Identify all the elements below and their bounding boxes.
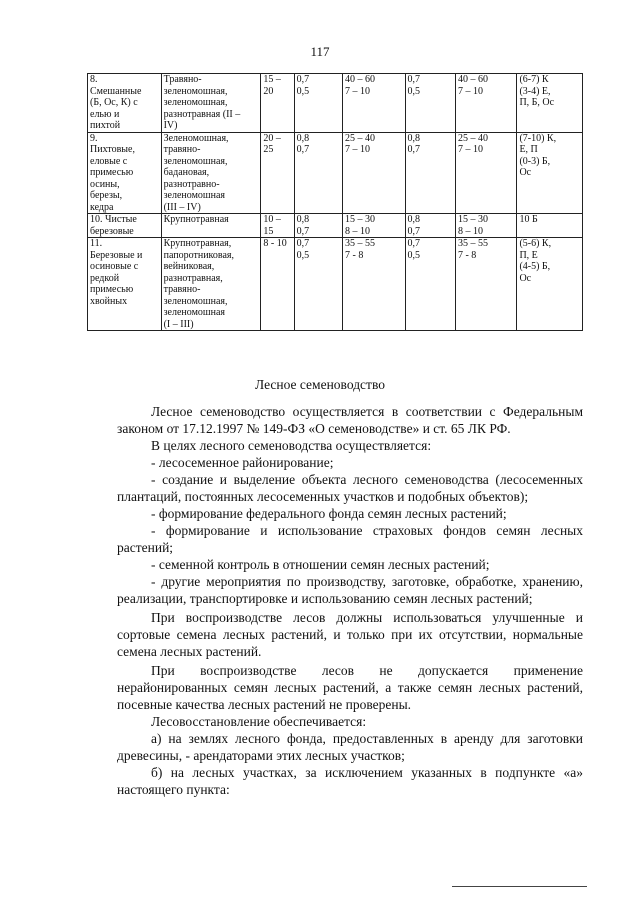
- cell-line: Травяно-: [163, 74, 202, 85]
- cell-line: Березовые и: [90, 249, 143, 261]
- cell-line: разнотравно-: [163, 178, 220, 190]
- cell-line: разнотравная,: [163, 272, 223, 284]
- table-cell-a: [261, 74, 294, 133]
- cell-line: 35 – 55: [457, 238, 488, 249]
- table-cell-a: [261, 214, 294, 238]
- cell-line: примесью: [90, 167, 134, 178]
- cell-line: Зеленомошная,: [163, 132, 229, 144]
- cell-line: Е, П: [519, 144, 538, 155]
- cell-line: 25 – 40: [345, 132, 376, 144]
- forest-types-table: [87, 73, 583, 331]
- table-cell-d: [405, 74, 455, 133]
- table-cell-f: [517, 214, 583, 238]
- cell-line: (6-7) К: [519, 74, 549, 85]
- cell-line: осиновые с: [90, 261, 139, 272]
- cell-line: Крупнотравная: [163, 214, 229, 225]
- cell-line: 25: [263, 144, 274, 155]
- cell-line: 20 –: [263, 132, 281, 144]
- table-cell-c: [343, 214, 406, 238]
- paragraph: В целях лесного семеноводства осуществляется:: [151, 438, 432, 453]
- cell-line: зеленомошная,: [163, 97, 228, 108]
- cell-line: (4-5) Б,: [519, 261, 551, 272]
- cell-line: зеленомошная: [163, 190, 225, 201]
- table-cell-e: [455, 214, 516, 238]
- table-row: [88, 132, 583, 214]
- cell-line: (3-4) Е,: [519, 85, 551, 97]
- paragraph: - формирование и использование страховых фондов семян лесных растений;: [117, 523, 583, 555]
- cell-line: зеленомошная,: [163, 155, 228, 167]
- section-title: Лесное семеноводство: [255, 377, 385, 392]
- cell-line: 0,8: [407, 132, 421, 144]
- cell-line: 10 –: [263, 214, 281, 225]
- cell-line: травяно-: [163, 284, 201, 295]
- cell-line: папоротниковая,: [163, 249, 235, 261]
- table-cell-b: [294, 132, 342, 214]
- table-cell-d: [405, 214, 455, 238]
- table-row: [88, 238, 583, 331]
- cell-line: 15 – 30: [457, 214, 488, 225]
- cell-line: 10. Чистые: [90, 214, 137, 225]
- cell-line: П, Б, Ос: [519, 97, 555, 108]
- cell-line: 0,8: [296, 214, 310, 225]
- cell-line: 15: [263, 225, 274, 237]
- table-cell-e: [455, 132, 516, 214]
- cell-line: 0,8: [296, 132, 310, 144]
- table-row: [88, 214, 583, 238]
- table-body: [88, 74, 583, 331]
- cell-line: примесью: [90, 284, 134, 295]
- cell-line: 0,7: [407, 74, 421, 85]
- cell-line: Пихтовые,: [90, 144, 135, 155]
- table-cell-forest: [161, 132, 261, 214]
- cell-line: (III – IV): [163, 201, 201, 213]
- table-cell-a: [261, 238, 294, 331]
- cell-line: 0,7: [296, 238, 310, 249]
- cell-line: Ос: [519, 167, 532, 178]
- cell-line: 7 – 10: [345, 85, 371, 97]
- cell-line: 8 – 10: [457, 225, 483, 237]
- cell-line: бадановая,: [163, 167, 210, 178]
- table-cell-type: [88, 74, 162, 133]
- paragraph: - семенной контроль в отношении семян лесных растений;: [151, 557, 490, 572]
- cell-line: 7 – 10: [457, 85, 483, 97]
- paragraph: б) на лесных участках, за исключением указанных в подпункте «а» настоящего пункта:: [117, 765, 583, 797]
- cell-line: редкой: [90, 272, 120, 284]
- cell-line: травяно-: [163, 144, 201, 155]
- cell-line: еловые с: [90, 155, 128, 167]
- footer-divider: [452, 886, 587, 887]
- cell-line: елью и: [90, 108, 120, 120]
- cell-line: 8.: [90, 74, 98, 85]
- cell-line: березы,: [90, 190, 123, 201]
- cell-line: 0,7: [296, 225, 310, 237]
- cell-line: 8 – 10: [345, 225, 371, 237]
- table-cell-type: [88, 238, 162, 331]
- cell-line: П, Е: [519, 249, 538, 261]
- cell-line: 8 - 10: [263, 238, 287, 249]
- cell-line: Смешанные: [90, 85, 142, 97]
- table-cell-forest: [161, 214, 261, 238]
- cell-line: зеленомошная,: [163, 85, 228, 97]
- cell-line: 0,5: [407, 249, 421, 261]
- table-cell-c: [343, 238, 406, 331]
- cell-line: 7 - 8: [457, 249, 477, 261]
- cell-line: Крупнотравная,: [163, 238, 232, 249]
- cell-line: 7 – 10: [457, 144, 483, 155]
- cell-line: хвойных: [90, 295, 128, 307]
- cell-line: 0,7: [296, 144, 310, 155]
- cell-line: 40 – 60: [345, 74, 376, 85]
- table-cell-type: [88, 132, 162, 214]
- cell-line: 15 – 30: [345, 214, 376, 225]
- table-cell-e: [455, 74, 516, 133]
- cell-line: пихтой: [90, 120, 121, 131]
- table-cell-forest: [161, 238, 261, 331]
- cell-line: 0,7: [296, 74, 310, 85]
- table-cell-d: [405, 132, 455, 214]
- cell-line: березовые: [90, 225, 134, 237]
- cell-line: 0,7: [407, 144, 421, 155]
- table-cell-b: [294, 74, 342, 133]
- table-cell-d: [405, 238, 455, 331]
- cell-line: 10 Б: [519, 214, 538, 225]
- cell-line: разнотравная (II –: [163, 108, 241, 120]
- cell-line: вейниковая,: [163, 261, 215, 272]
- paragraph: а) на землях лесного фонда, предоставленных в аренду для заготовки древесины, - арендаторами этих лесных участков;: [117, 731, 583, 763]
- cell-line: 0,5: [407, 85, 421, 97]
- paragraph: - другие мероприятия по производству, заготовке, обработке, хранению, реализации, транспортировке и использованию семян лесных растений;: [117, 574, 583, 606]
- table-cell-f: [517, 132, 583, 214]
- cell-line: 0,8: [407, 214, 421, 225]
- paragraph: При воспроизводстве лесов должны использоваться улучшенные и сортовые семена лесных растений, и только при их отсутствии, нормальные семена лесных растений.: [117, 610, 583, 659]
- table-cell-e: [455, 238, 516, 331]
- cell-line: 35 – 55: [345, 238, 376, 249]
- table-cell-b: [294, 238, 342, 331]
- cell-line: 25 – 40: [457, 132, 488, 144]
- table-cell-a: [261, 132, 294, 214]
- cell-line: 40 – 60: [457, 74, 488, 85]
- cell-line: 0,7: [407, 238, 421, 249]
- body-text: [117, 403, 583, 798]
- cell-line: 9.: [90, 132, 98, 144]
- cell-line: зеленомошная: [163, 307, 225, 318]
- cell-line: (7-10) К,: [519, 132, 557, 144]
- table-cell-type: [88, 214, 162, 238]
- table-cell-c: [343, 74, 406, 133]
- cell-line: 7 – 10: [345, 144, 371, 155]
- paragraph: - формирование федерального фонда семян лесных растений;: [151, 506, 507, 521]
- cell-line: (0-3) Б,: [519, 155, 551, 167]
- cell-line: IV): [163, 120, 178, 131]
- table-cell-f: [517, 74, 583, 133]
- paragraph: Лесное семеноводство осуществляется в соответствии с Федеральным законом от 17.12.1997 № 149-ФЗ «О семеноводстве» и ст. 65 ЛК РФ.: [117, 404, 583, 436]
- cell-line: 0,5: [296, 249, 310, 261]
- table-cell-forest: [161, 74, 261, 133]
- cell-line: (5-6) К,: [519, 238, 552, 249]
- paragraph: При воспроизводстве лесов не допускается применение нерайонированных семян лесных растений, а также семян лесных растений, посевные качества лесных растений не проверены.: [117, 663, 583, 712]
- cell-line: 7 - 8: [345, 249, 364, 261]
- paragraph: - лесосеменное районирование;: [151, 455, 334, 470]
- table-cell-f: [517, 238, 583, 331]
- cell-line: кедра: [90, 201, 114, 213]
- cell-line: (Б, Ос, К) с: [90, 97, 138, 108]
- cell-line: 15 –: [263, 74, 281, 85]
- cell-line: Ос: [519, 272, 532, 284]
- table-cell-b: [294, 214, 342, 238]
- page-number: 117: [310, 44, 330, 59]
- table-row: [88, 74, 583, 133]
- paragraph: - создание и выделение объекта лесного семеноводства (лесосеменных плантаций, постоянных лесосеменных участков и подобных объектов);: [117, 472, 583, 504]
- cell-line: зеленомошная,: [163, 295, 228, 307]
- cell-line: 0,5: [296, 85, 310, 97]
- cell-line: 0,7: [407, 225, 421, 237]
- cell-line: (I – III): [163, 318, 194, 330]
- cell-line: 20: [263, 85, 274, 97]
- table-cell-c: [343, 132, 406, 214]
- cell-line: осины,: [90, 178, 120, 190]
- paragraph: Лесовосстановление обеспечивается:: [151, 714, 367, 729]
- cell-line: 11.: [90, 238, 103, 249]
